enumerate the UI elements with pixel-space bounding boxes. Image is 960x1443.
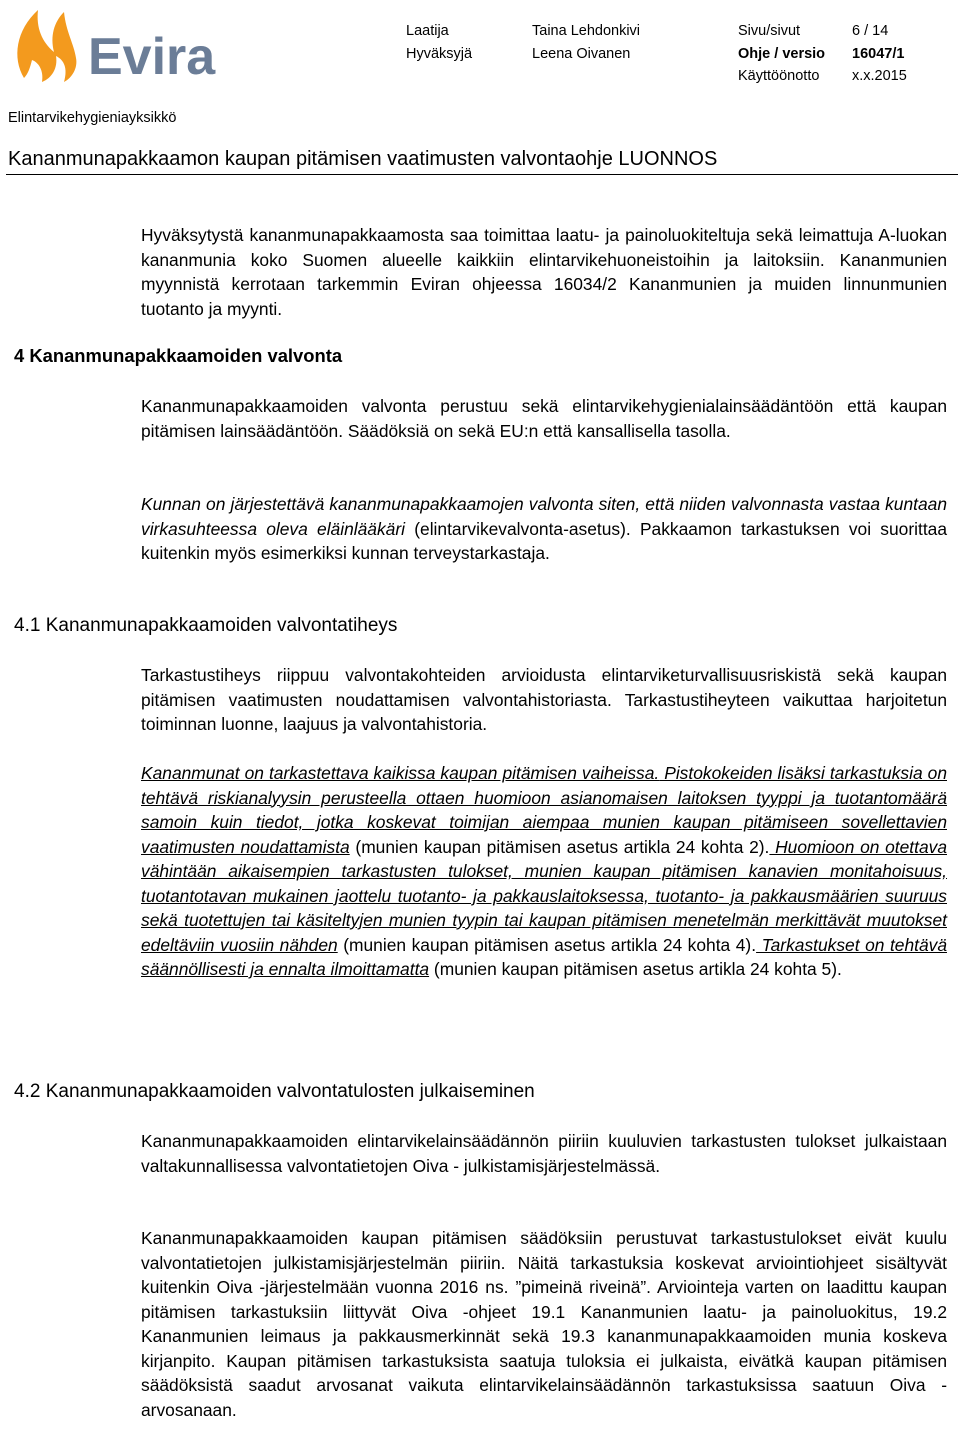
approver-label: Hyväksyjä: [406, 46, 473, 62]
version-value: 16047/1: [852, 46, 905, 62]
logo-text: Evira: [88, 28, 216, 86]
approver-value: Leena Oivanen: [532, 46, 631, 62]
paragraph-municipality-italic: Kunnan on järjestettävä kananmunapakkaamojen valvonta siten, että niiden valvonnasta vastaa kuntaan virkasuhteessa oleva eläinlääkäri: [141, 494, 947, 539]
effective-date-label: Käyttöönotto: [738, 68, 820, 84]
paragraph-oiva: Kananmunapakkaamoiden kaupan pitämisen säädöksiin perustuvat tarkastustulokset eivät kuulu valvontatietojen julkistamisjärjestelmän piiriin. Näitä tarkastuksia koskevat arviointiohjeet sisältyvät kuitenkin Oiva -järjestelmään vuonna 2016 ns. ”pimeinä riveinä”. Arviointeja varten on laadittu kaupan pitämisen tarkastuksiin liittyvät Oiva -ohjeet 19.1 Kananmunien laatu- ja painoluokitus, 19.2 Kananmunien leimaus ja pakkausmerkinnät sekä 19.3 kananmunapakkaamoiden munia koskeva kirjanpito. Kaupan pitämisen tarkastuksista saatuja tuloksia ei julkaista, eivätkä kaupan pitämisen säädöksistä saadut arvosanat vaikuta elintarvikelainsäädännön tarkastuksissa saatuun Oiva -arvosanaan.: [141, 1228, 947, 1420]
heading-4-2-number: 4.2: [14, 1081, 41, 1102]
version-label: Ohje / versio: [738, 46, 826, 62]
paragraph-frequency: Tarkastustiheys riippuu valvontakohteiden arvioidusta elintarviketurvallisuusriskistä sekä kaupan pitämisen vaatimusten noudattamisen valvontahistoriasta. Tarkastustiheyteen vaikuttaa harjoitetun toiminnan luonne, laajuus ja valvontahistoria.: [141, 665, 947, 734]
effective-date-value: x.x.2015: [852, 68, 907, 84]
paragraph-publication: Kananmunapakkaamoiden elintarvikelainsäädännön piiriin kuuluvien tarkastusten tulokset julkaistaan valtakunnallisessa valvontatietojen Oiva - julkistamisjärjestelmässä.: [141, 1131, 947, 1176]
inspection-sentence-3: Huomioon on otettava vähintään aikaisempien tarkastusten tulokset, munien kaupan pitämisen kanavien monitahoisuus, tuotantotavan mukainen jaottelu tuotanto- ja pakkauslaitoksessa, tuotanto- ja pakkausmäärien suuruus sekä tuotettujen tai käsiteltyjen munien tyypin tai kaupan pitämisen menetelmän merkittävät muutokset edeltäviin vuosiin nähden: [141, 836, 947, 955]
inspection-sentence-4: Tarkastukset on tehtävä säännöllisesti ja ennalta ilmoittamatta: [141, 934, 947, 979]
heading-4-1-number: 4.1: [14, 615, 41, 636]
header-divider: [6, 174, 958, 175]
inspection-sentence-1: Kananmunat on tarkastettava kaikissa kaupan pitämisen vaiheissa.: [141, 763, 660, 783]
heading-4-2-text: Kananmunapakkaamoiden valvontatulosten julkaiseminen: [40, 1081, 535, 1102]
paragraph-municipality-rest: (elintarvikevalvonta-asetus). Pakkaamon tarkastuksen voi suorittaa kuitenkin myös esimerkiksi kunnan terveystarkastaja.: [141, 518, 947, 563]
paragraph-municipality: [141, 492, 947, 566]
inspection-reference-1: (munien kaupan pitämisen asetus artikla 24 kohta 2).: [349, 836, 770, 857]
flame-icon: [17, 10, 76, 82]
author-label: Laatija: [406, 23, 449, 39]
heading-4-1: [14, 614, 397, 638]
paragraph-inspection: [141, 761, 947, 982]
page-label: Sivu/sivut: [738, 23, 801, 39]
document-title: Kananmunapakkaamon kaupan pitämisen vaatimusten valvontaohje LUONNOS: [8, 148, 718, 170]
evira-logo: [6, 6, 256, 86]
inspection-sentence-2: Pistokokeiden lisäksi tarkastuksia on tehtävä riskianalyysin perusteella ottaen huomioon asianomaisen laitoksen tyyppi ja tuotantomäärä samoin kuin tiedot, jotka koskevat toimijan aiempaa munien kaupan pitämiseen sovellettavien vaatimusten noudattamista: [141, 763, 947, 857]
paragraph-intro: Hyväksytystä kananmunapakkaamosta saa toimittaa laatu- ja painoluokiteltuja sekä leimattuja A-luokan kananmunia koko Suomen alueelle kaikkiin elintarvikehuoneistoihin ja laitoksiin. Kananmunien myynnistä kerrotaan tarkemmin Eviran ohjeessa 16034/2 Kananmunien ja muiden linnunmunien tuotanto ja myynti.: [141, 225, 947, 319]
author-value: Taina Lehdonkivi: [532, 23, 641, 39]
heading-4: 4 Kananmunapakkaamoiden valvonta: [14, 345, 343, 366]
heading-4-1-text: Kananmunapakkaamoiden valvontatiheys: [40, 615, 398, 636]
inspection-reference-3: (munien kaupan pitämisen asetus artikla 24 kohta 5).: [429, 959, 842, 979]
heading-4-2: [14, 1080, 535, 1104]
paragraph-legislation: Kananmunapakkaamoiden valvonta perustuu sekä elintarvikehygienialainsäädäntöön että kaupan pitämisen lainsäädäntöön. Säädöksiä on sekä EU:n että kansallisella tasolla.: [141, 396, 947, 441]
organization-unit: Elintarvikehygieniayksikkö: [8, 110, 177, 126]
inspection-reference-2: (munien kaupan pitämisen asetus artikla 24 kohta 4).: [337, 934, 757, 955]
page-value: 6 / 14: [852, 23, 889, 39]
